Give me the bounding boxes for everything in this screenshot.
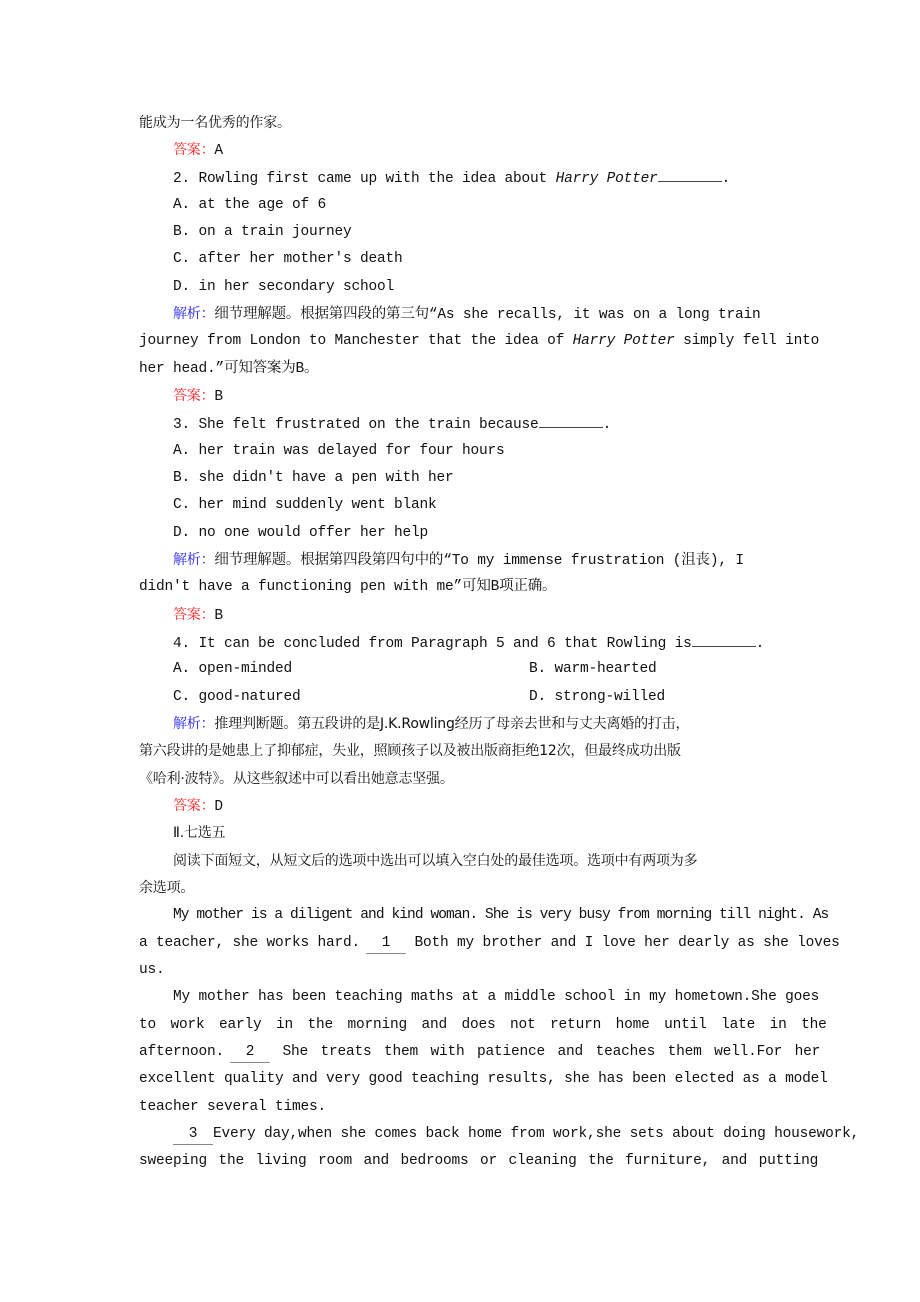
q4-option-b: B. warm-hearted [529,661,657,677]
q3-analysis-line2: didn't have a functioning pen with me”可知B项正确。 [139,579,557,595]
q4-option-a: A. open-minded [173,661,293,677]
q4-options-row1 [173,659,833,679]
q4-option-c: C. good-natured [173,689,301,705]
q2-option-a: A. at the age of 6 [173,197,327,213]
answer-blank [539,413,603,428]
q2-option-c: C. after her mother's death [173,251,403,267]
answer-blank [692,632,756,647]
analysis-label: 解析： [173,306,215,322]
answer-blank [658,167,722,182]
q2-analysis-line1: 解析：细节理解题。根据第四段的第三句“As she recalls, it was on a long train [173,306,761,323]
q2-analysis-line2: journey from London to Manchester that the idea of Harry Potter simply fell into [139,333,820,349]
q4-options-row2 [173,687,833,707]
q3-option-c: C. her mind suddenly went blank [173,497,437,513]
blank-2: 2 [230,1042,270,1063]
section-heading: Ⅱ.七选五 [173,825,226,841]
q4-analysis-line1: 解析：推理判断题。第五段讲的是J.K.Rowling经历了母亲去世和与丈夫离婚的打击， [173,716,690,732]
passage-p2-line5: teacher several times. [139,1099,327,1115]
q4-stem: 4. It can be concluded from Paragraph 5 and 6 that Rowling is . [173,632,764,654]
q3-option-b: B. she didn't have a pen with her [173,470,454,486]
answer-label: 答案： [173,142,215,158]
q3-stem: 3. She felt frustrated on the train because . [173,413,611,435]
passage-p2-line2: to work early in the morning and does not return home until late in the [139,1017,827,1033]
q3-analysis-line1: 解析：细节理解题。根据第四段第四句中的“To my immense frustration (沮丧), I [173,552,744,569]
passage-p2-line1: My mother has been teaching maths at a middle school in my hometown.She goes [173,989,820,1005]
q2-analysis-line3: her head.”可知答案为B。 [139,361,319,377]
q2-answer: 答案：B [173,388,223,405]
passage-p1-line1: My mother is a diligent and kind woman. She is very busy from morning till night. As [173,907,829,923]
q3-option-a: A. her train was delayed for four hours [173,443,505,459]
q4-option-d: D. strong-willed [529,689,666,705]
section-instruction-line2: 余选项。 [139,880,195,896]
passage-p2-line4: excellent quality and very good teaching results, she has been elected as a model [139,1071,828,1087]
passage-p1-line2: a teacher, she works hard. 1 Both my brother and I love her dearly as she loves [139,933,840,954]
q1-answer: 答案：A [173,142,223,159]
q2-option-b: B. on a train journey [173,224,352,240]
q3-answer: 答案：B [173,607,223,624]
passage-p3-line1: 3 Every day,when she comes back home from work,she sets about doing housework, [173,1124,859,1145]
q2-stem: 2. Rowling first came up with the idea about Harry Potter . [173,167,730,189]
section-instruction-line1: 阅读下面短文，从短文后的选项中选出可以填入空白处的最佳选项。选项中有两项为多 [173,853,698,869]
q3-option-d: D. no one would offer her help [173,525,429,541]
q4-analysis-line2: 第六段讲的是她患上了抑郁症，失业，照顾孩子以及被出版商拒绝12次，但最终成功出版 [139,743,681,759]
passage-p1-line3: us. [139,962,165,978]
q2-option-d: D. in her secondary school [173,279,395,295]
passage-p3-line2: sweeping the living room and bedrooms or cleaning the furniture, and putting [139,1153,819,1169]
q4-analysis-line3: 《哈利·波特》。从这些叙述中可以看出她意志坚强。 [139,771,454,787]
q4-answer: 答案：D [173,798,223,815]
blank-3: 3 [173,1124,213,1145]
intro-tail: 能成为一名优秀的作家。 [139,115,291,131]
passage-p2-line3: afternoon. 2 She treats them with patience and teaches them well.For her [139,1042,820,1063]
blank-1: 1 [366,933,406,954]
